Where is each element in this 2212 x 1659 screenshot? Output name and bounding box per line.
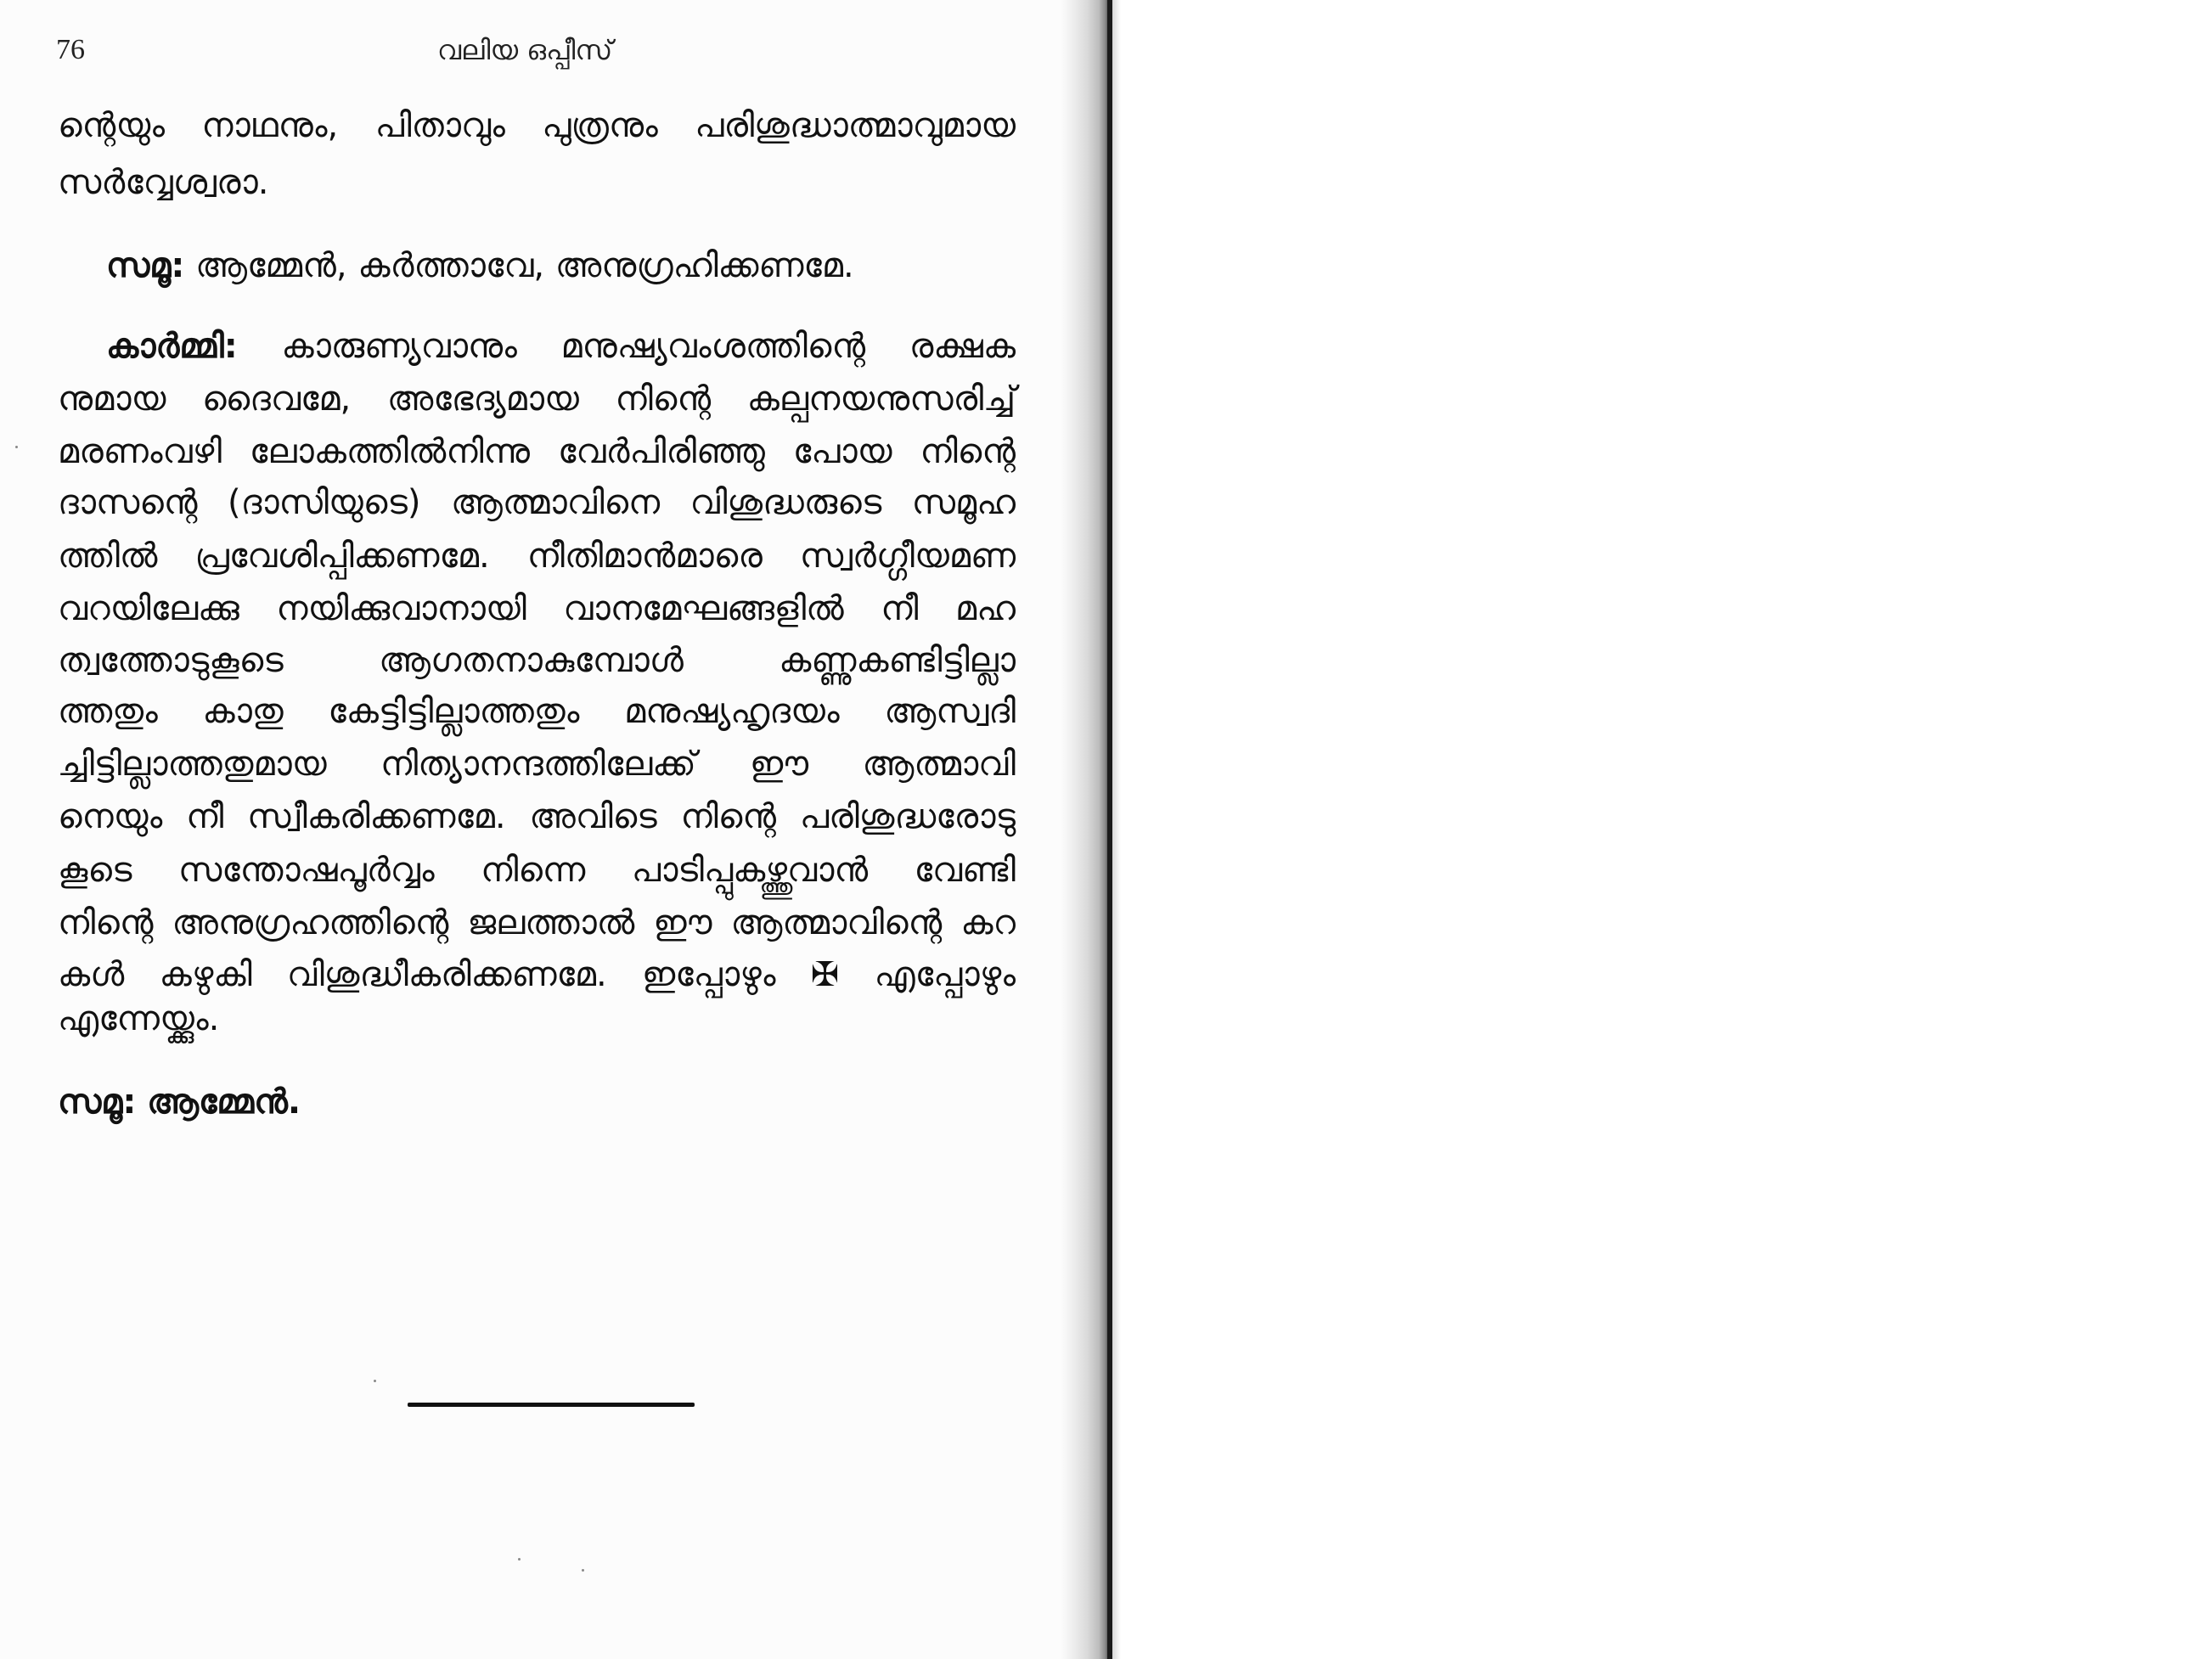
response-text: ആമ്മേൻ. bbox=[147, 1083, 301, 1122]
scan-speck bbox=[374, 1380, 376, 1382]
left-page bbox=[0, 0, 1061, 1659]
response-line bbox=[106, 244, 1016, 288]
scan-speck bbox=[582, 1569, 584, 1572]
celebrant-line bbox=[106, 324, 1016, 368]
speaker-label: കാർമ്മി: bbox=[106, 327, 238, 366]
text-line: മരണംവഴി ലോകത്തിൽനിന്നു വേർപിരിഞ്ഞു പോയ നിന്റെ bbox=[58, 432, 1016, 471]
right-page-blank bbox=[1121, 0, 2212, 1659]
text-line: നുമായ ദൈവമേ, അഭേദ്യമായ നിന്റെ കല്പനയനുസരിച്ച് bbox=[58, 380, 1016, 419]
text-line: കൂടെ സന്തോഷപൂർവ്വം നിന്നെ പാടിപ്പുകഴ്ത്തുവാൻ വേണ്ടി bbox=[58, 851, 1016, 890]
text-line: ത്തിൽ പ്രവേശിപ്പിക്കണമേ. നീതിമാൻമാരെ സ്വർഗ്ഗീയമണ bbox=[58, 537, 1016, 576]
text-line: ത്തതും കാതു കേട്ടിട്ടില്ലാത്തതും മനുഷ്യഹൃദയം ആസ്വദി bbox=[58, 692, 1016, 731]
speaker-label: സമൂ: bbox=[58, 1083, 137, 1122]
text-line: എന്നേയ്ക്കും. bbox=[58, 999, 220, 1038]
book-spine-gutter bbox=[1061, 0, 1108, 1659]
section-separator-rule bbox=[408, 1403, 695, 1407]
speaker-label: സമൂ: bbox=[106, 246, 185, 285]
text-line: നെയും നീ സ്വീകരിക്കണമേ. അവിടെ നിന്റെ പരിശുദ്ധരോടു bbox=[58, 797, 1016, 836]
running-title: വലിയ ഒപ്പീസ് bbox=[437, 34, 613, 66]
response-text: ആമ്മേൻ, കർത്താവേ, അനുഗ്രഹിക്കണമേ. bbox=[195, 246, 854, 285]
text-line: നിന്റെ അനുഗ്രഹത്തിന്റെ ജലത്താൽ ഈ ആത്മാവിന്റെ കറ bbox=[58, 903, 1016, 942]
scan-speck bbox=[15, 446, 18, 448]
text-line: ന്റെയും നാഥനും, പിതാവും പുത്രനും പരിശുദ്ധാത്മാവുമായ bbox=[58, 106, 1016, 145]
text-line: കൾ കഴുകി വിശുദ്ധീകരിക്കണമേ. ഇപ്പോഴും ✠ എപ്പോഴും bbox=[58, 955, 1016, 994]
text-line: ച്ചിട്ടില്ലാത്തതുമായ നിത്യാനന്ദത്തിലേക്ക് ഈ ആത്മാവി bbox=[58, 745, 1016, 784]
gutter-shadow bbox=[1112, 0, 1121, 1659]
scan-speck bbox=[518, 1558, 521, 1561]
text-line: സർവ്വേശ്വരാ. bbox=[58, 163, 269, 202]
page-number: 76 bbox=[56, 34, 85, 65]
text-line: ദാസന്റെ (ദാസിയുടെ) ആത്മാവിനെ വിശുദ്ധരുടെ സമൂഹ bbox=[58, 483, 1016, 522]
text-line: വറയിലേക്കു നയിക്കുവാനായി വാനമേഘങ്ങളിൽ നീ മഹ bbox=[58, 589, 1016, 628]
text-line: ത്വത്തോടുകൂടെ ആഗതനാകുമ്പോൾ കണ്ണുകണ്ടിട്ടില്ലാ bbox=[58, 641, 1016, 680]
response-line bbox=[58, 1080, 1016, 1124]
text-fragment: കാരുണ്യവാനും മനുഷ്യവംശത്തിന്റെ രക്ഷക bbox=[281, 327, 1016, 366]
